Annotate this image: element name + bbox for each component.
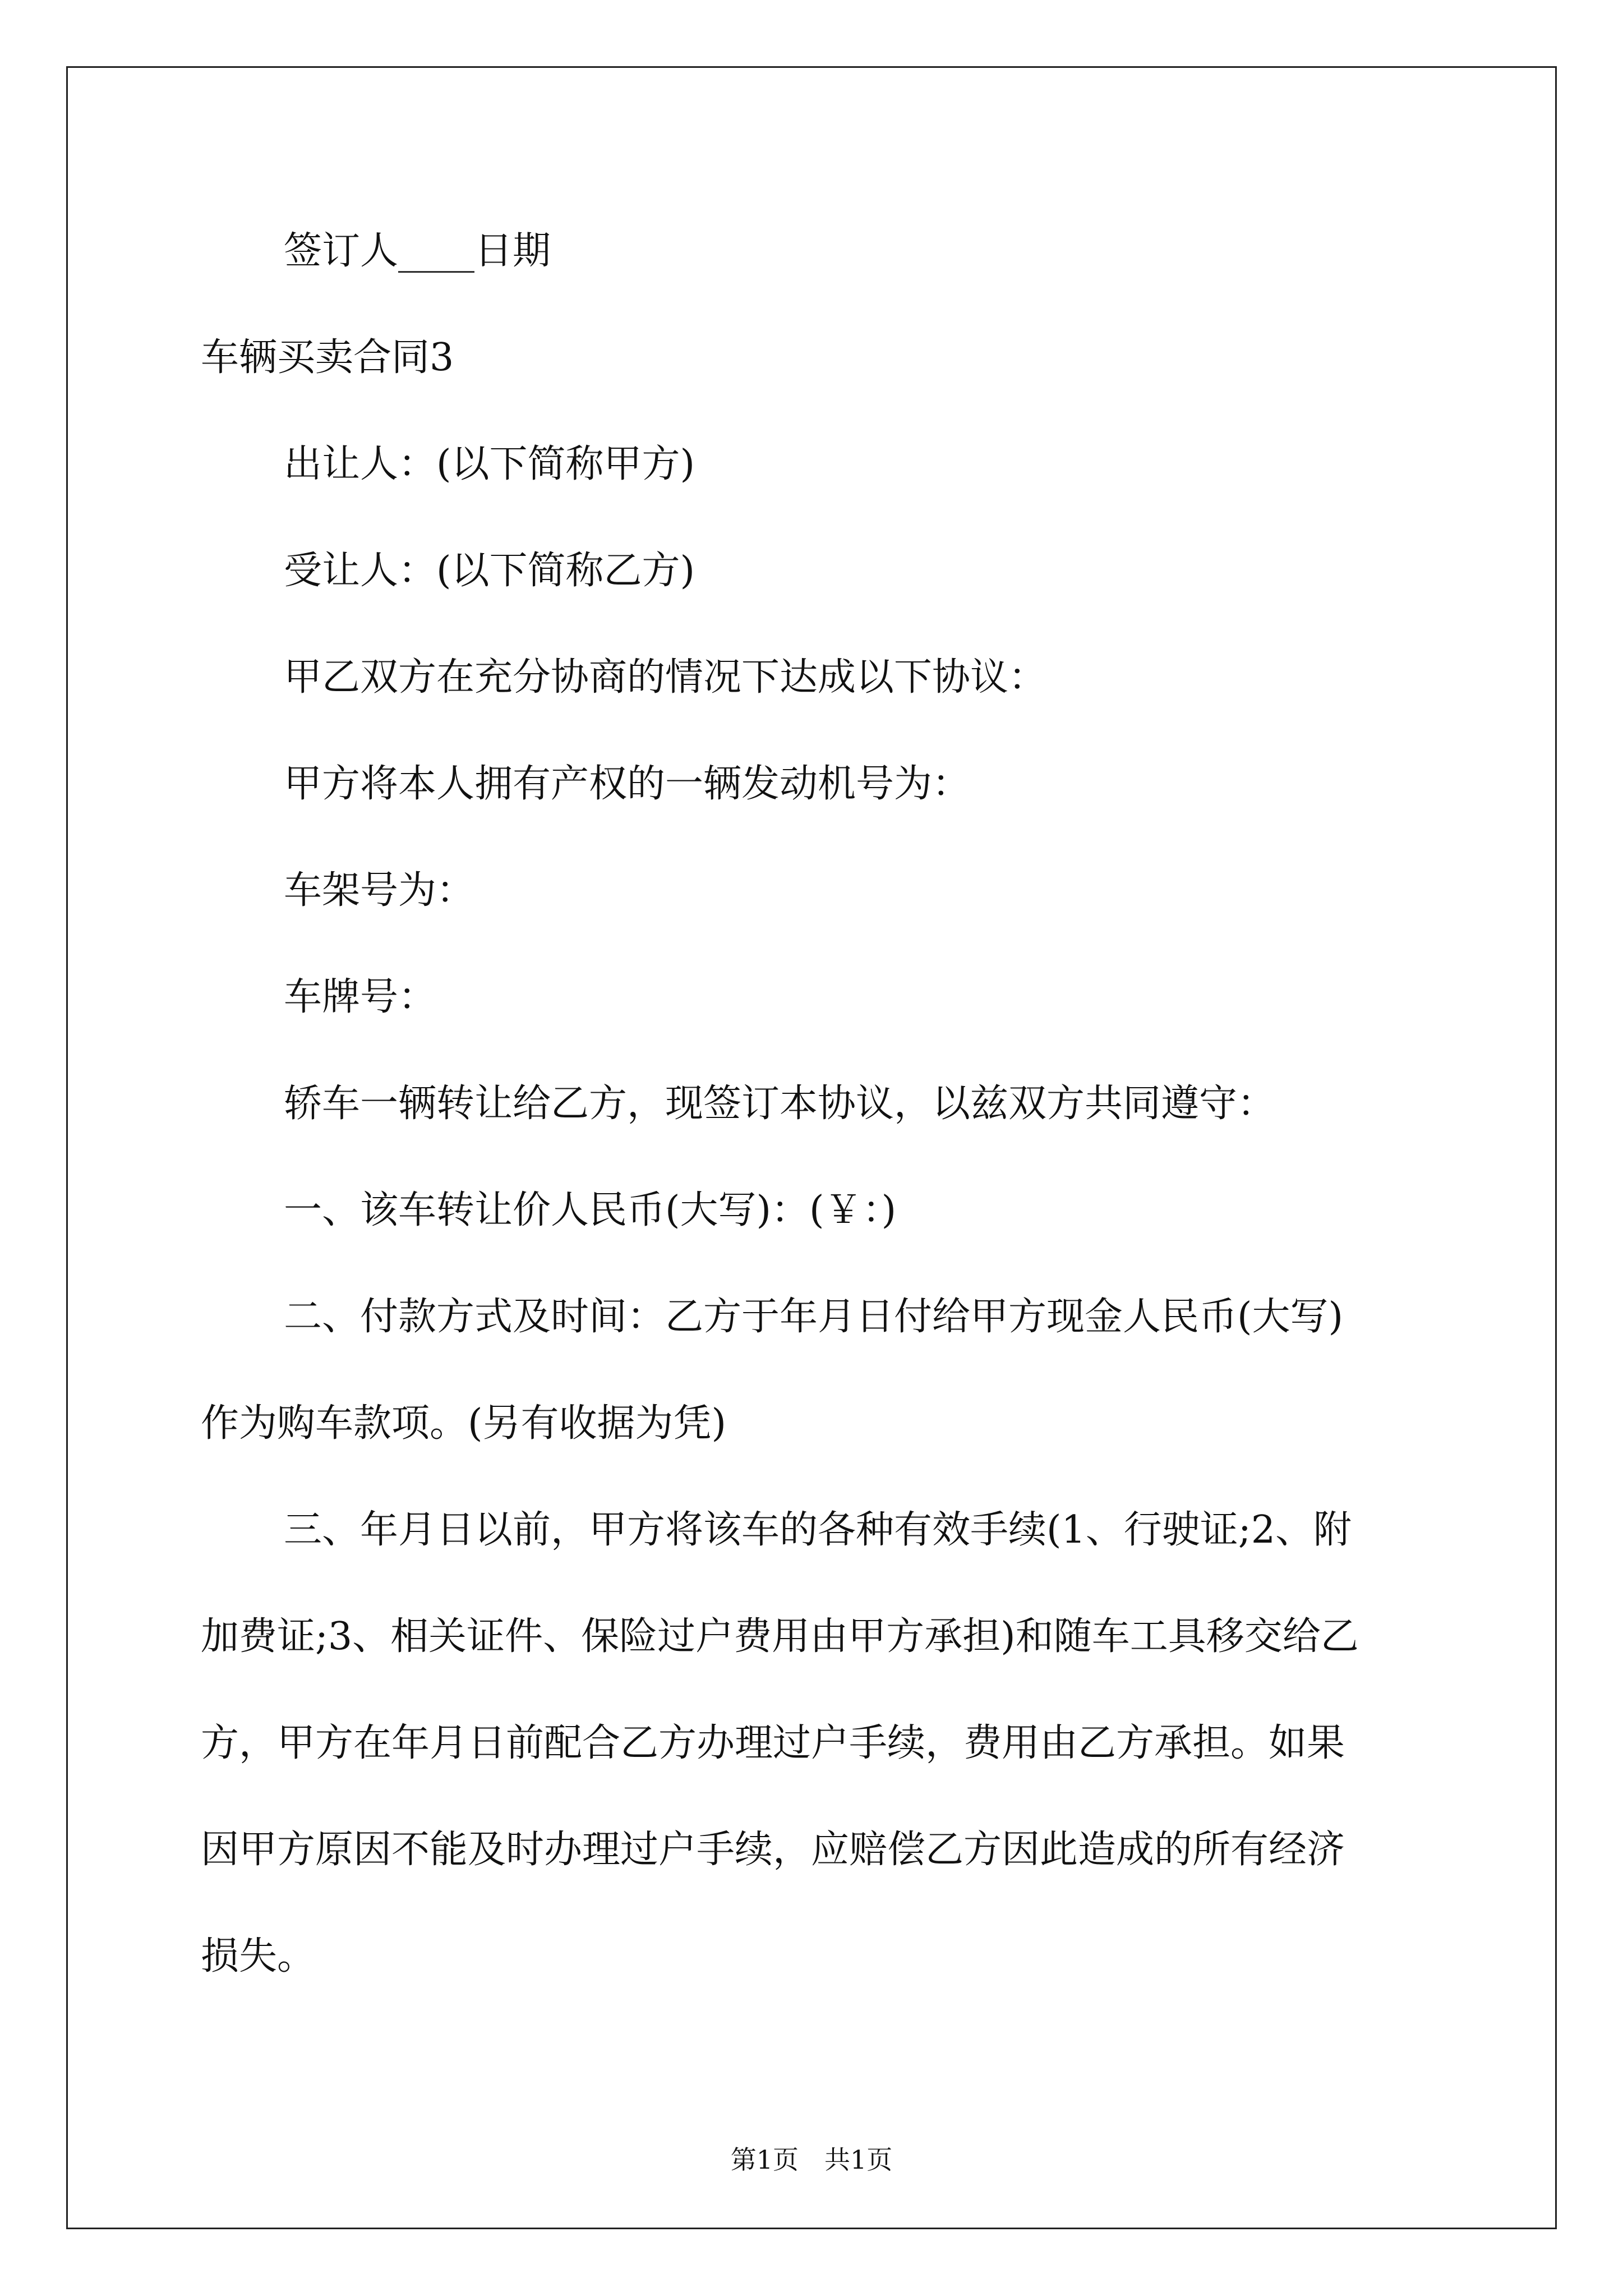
page-footer: 第1页 共1页 [730, 2145, 893, 2175]
paragraph-frame-number: 车架号为： [284, 868, 475, 913]
clause-handover-line-5: 损失。 [201, 1934, 316, 1978]
paragraph-seller: 出让人：(以下简称甲方) [284, 442, 695, 486]
clause-price: 一、该车转让价人民币(大写)：(￥：) [284, 1188, 897, 1232]
clause-handover-line-3: 方，甲方在年月日前配合乙方办理过户手续，费用由乙方承担。如果 [201, 1721, 1345, 1765]
clause-payment-line-2: 作为购车款项。(另有收据为凭) [201, 1401, 727, 1446]
document-title: 车辆买卖合同3 [201, 335, 454, 380]
clause-payment-line-1: 二、付款方式及时间：乙方于年月日付给甲方现金人民币(大写) [284, 1295, 1344, 1339]
paragraph-agreement: 甲乙双方在充分协商的情况下达成以下协议： [284, 655, 1047, 700]
clause-handover-line-2: 加费证;3、相关证件、保险过户费用由甲方承担)和随车工具移交给乙 [201, 1614, 1359, 1659]
paragraph-buyer: 受让人：(以下简称乙方) [284, 549, 695, 593]
paragraph-plate-number: 车牌号： [284, 975, 437, 1019]
clause-handover-line-4: 因甲方原因不能及时办理过户手续，应赔偿乙方因此造成的所有经济 [201, 1828, 1345, 1872]
paragraph-transfer: 轿车一辆转让给乙方，现签订本协议，以兹双方共同遵守： [284, 1082, 1276, 1126]
signature-line: 签订人____日期 [284, 229, 551, 273]
clause-handover-line-1: 三、年月日以前，甲方将该车的各种有效手续(1、行驶证;2、附 [284, 1508, 1352, 1552]
paragraph-engine-number: 甲方将本人拥有产权的一辆发动机号为： [284, 762, 971, 806]
page-border [66, 66, 1557, 2229]
